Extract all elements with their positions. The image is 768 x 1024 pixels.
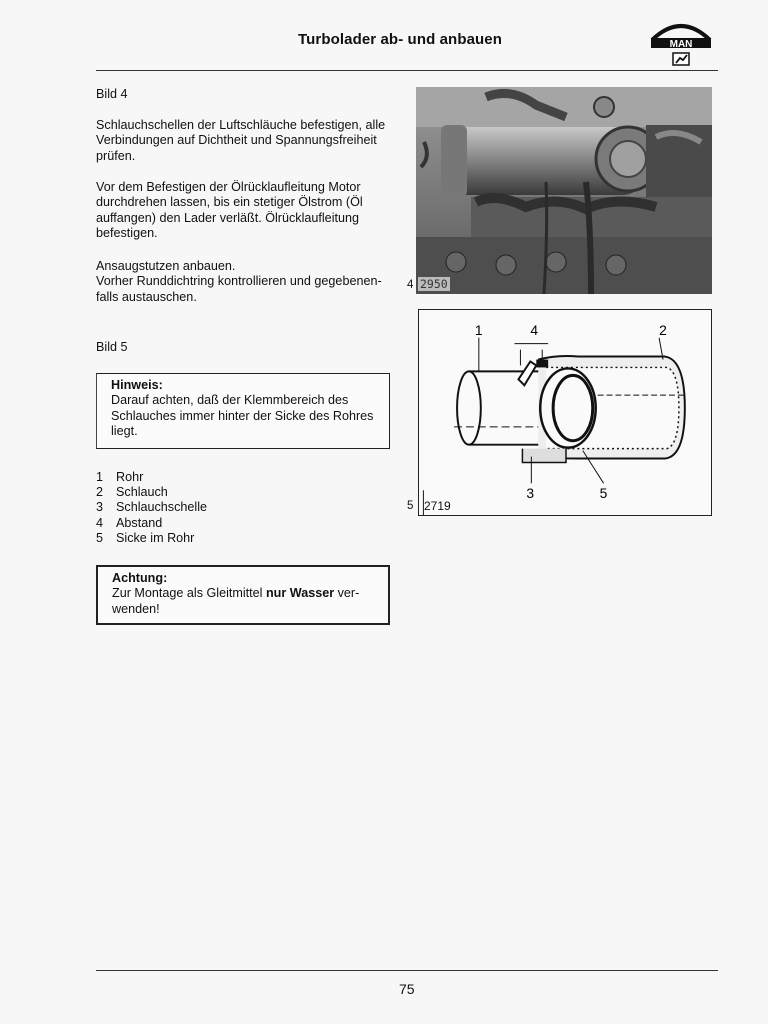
- callout-4: 4: [530, 321, 539, 338]
- warning-title: Achtung:: [112, 571, 168, 585]
- warning-box: [96, 565, 390, 625]
- photo-figure-code: 2950: [420, 277, 448, 291]
- footer-divider: [96, 970, 718, 971]
- paragraph-oil-return: Vor dem Befestigen der Ölrücklaufleitung Motor durchdrehen lassen, bis ein stetiger Ölstrom (Öl auffangen) den Lader verläßt. Ölrücklaufleitung befestigen.: [96, 180, 363, 241]
- callout-2: 2: [659, 321, 667, 338]
- header-divider: [96, 70, 718, 71]
- note-text: Darauf achten, daß der Klemmbereich des Schlauches immer hinter der Sicke des Rohres liegt.: [111, 393, 374, 439]
- legend-item: 1 Rohr: [96, 470, 144, 484]
- figure-5-label: Bild 5: [96, 340, 128, 354]
- page-title: Turbolader ab- und anbauen: [298, 31, 502, 48]
- note-title: Hinweis:: [111, 378, 163, 392]
- paragraph-intake-line2: Vorher Runddichtring kontrollieren und gegebenenfalls austauschen.: [96, 274, 382, 304]
- turbocharger-photo: [416, 87, 712, 294]
- callout-1: 1: [474, 321, 483, 338]
- callout-3: 3: [526, 485, 535, 502]
- figure-legend: [96, 470, 207, 546]
- legend-item: 5 Sicke im Rohr: [96, 530, 195, 545]
- photo-figure-number: 4: [407, 279, 414, 291]
- page-number: 75: [399, 981, 415, 997]
- diagram-figure-number: 5: [407, 500, 414, 512]
- paragraph-intake-line1: Ansaugstutzen anbauen.: [96, 259, 236, 273]
- legend-item: 2 Schlauch: [96, 485, 168, 500]
- legend-item: 4 Abstand: [96, 515, 163, 530]
- hose-clamp-diagram: [418, 309, 712, 516]
- man-logo: [648, 18, 714, 70]
- warning-text: Zur Montage als Gleitmittel nur Wasser verwenden!: [112, 586, 360, 616]
- figure-4-label: Bild 4: [96, 87, 128, 101]
- diagram-figure-code: 2719: [424, 499, 451, 513]
- legend-item: 3 Schlauchschelle: [96, 500, 208, 515]
- note-box: [96, 373, 390, 449]
- logo-text: MAN: [669, 39, 693, 50]
- paragraph-intake: [96, 259, 396, 305]
- paragraph-hose-clamps: Schlauchschellen der Luftschläuche befestigen, alle Verbindungen auf Dichtheit und Spannungsfreiheit prüfen.: [96, 118, 386, 163]
- callout-5: 5: [599, 485, 608, 502]
